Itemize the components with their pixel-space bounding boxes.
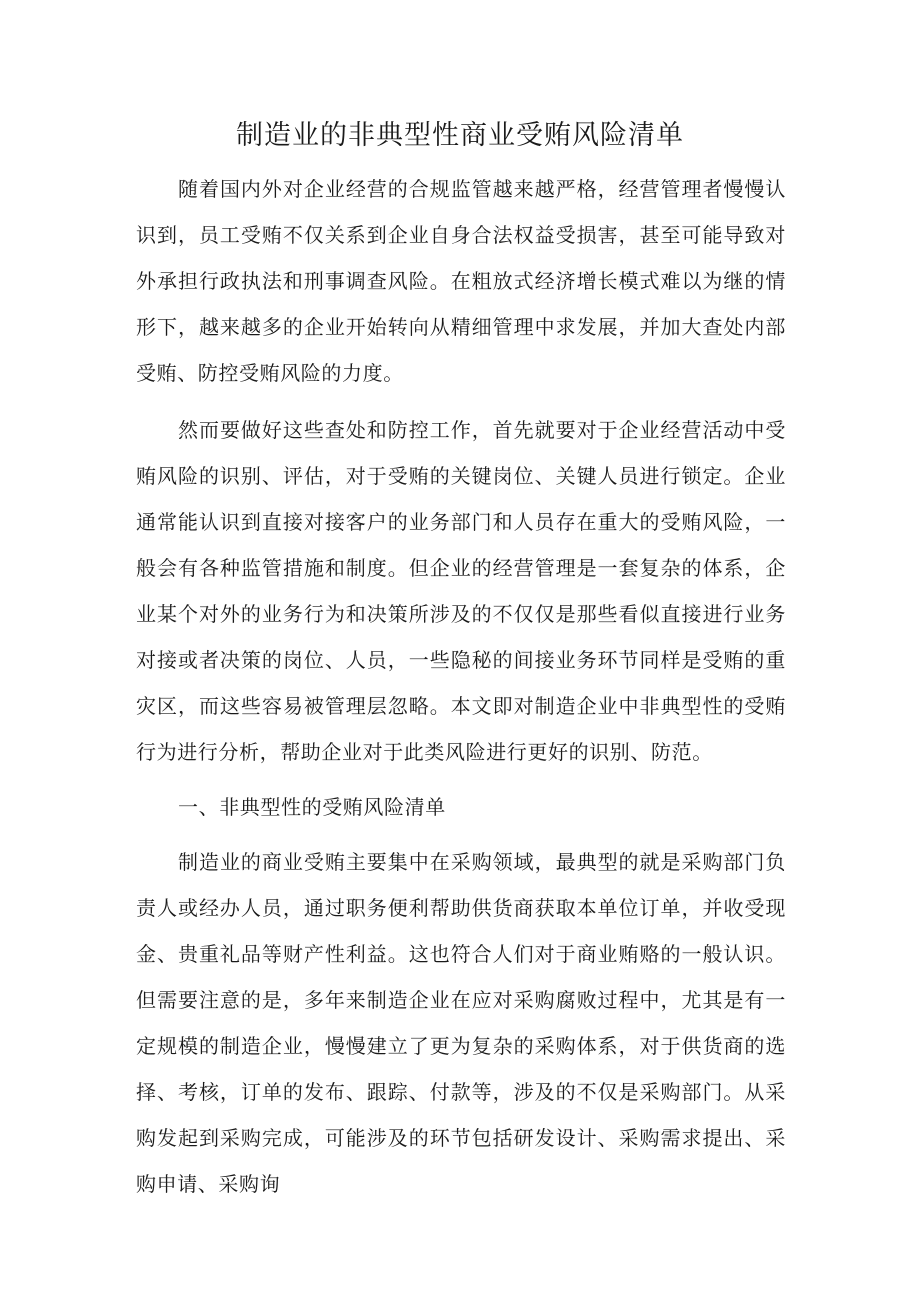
paragraph-risk-identification: 然而要做好这些查处和防控工作，首先就要对于企业经营活动中受贿风险的识别、评估，对于受贿的关键岗位、关键人员进行锁定。企业通常能认识到直接对接客户的业务部门和人员存在重大的受贿风险，一般会有各种监管措施和制度。但企业的经营管理是一套复杂的体系，企业某个对外的业务行为和决策所涉及的不仅仅是那些看似直接进行业务对接或者决策的岗位、人员，一些隐秘的间接业务环节同样是受贿的重灾区，而这些容易被管理层忽略。本文即对制造企业中非典型性的受贿行为进行分析，帮助企业对于此类风险进行更好的识别、防范。 <box>136 418 786 764</box>
paragraph-procurement: 制造业的商业受贿主要集中在采购领域，最典型的就是采购部门负责人或经办人员，通过职务便利帮助供货商获取本单位订单，并收受现金、贵重礼品等财产性利益。这也符合人们对于商业贿赂的一般认识。但需要注意的是，多年来制造企业在应对采购腐败过程中，尤其是有一定规模的制造企业，慢慢建立了更为复杂的采购体系，对于供货商的选择、考核，订单的发布、跟踪、付款等，涉及的不仅是采购部门。从采购发起到采购完成，可能涉及的环节包括研发设计、采购需求提出、采购申请、采购询 <box>136 850 786 1196</box>
section-heading-risk-list: 一、非典型性的受贿风险清单 <box>178 795 446 819</box>
paragraph-intro: 随着国内外对企业经营的合规监管越来越严格，经营管理者慢慢认识到，员工受贿不仅关系到企业自身合法权益受损害，甚至可能导致对外承担行政执法和刑事调查风险。在粗放式经济增长模式难以为继的情形下，越来越多的企业开始转向从精细管理中求发展，并加大查处内部受贿、防控受贿风险的力度。 <box>136 177 786 385</box>
document-body <box>136 166 786 1207</box>
document-title: 制造业的非典型性商业受贿风险清单 <box>236 120 684 151</box>
